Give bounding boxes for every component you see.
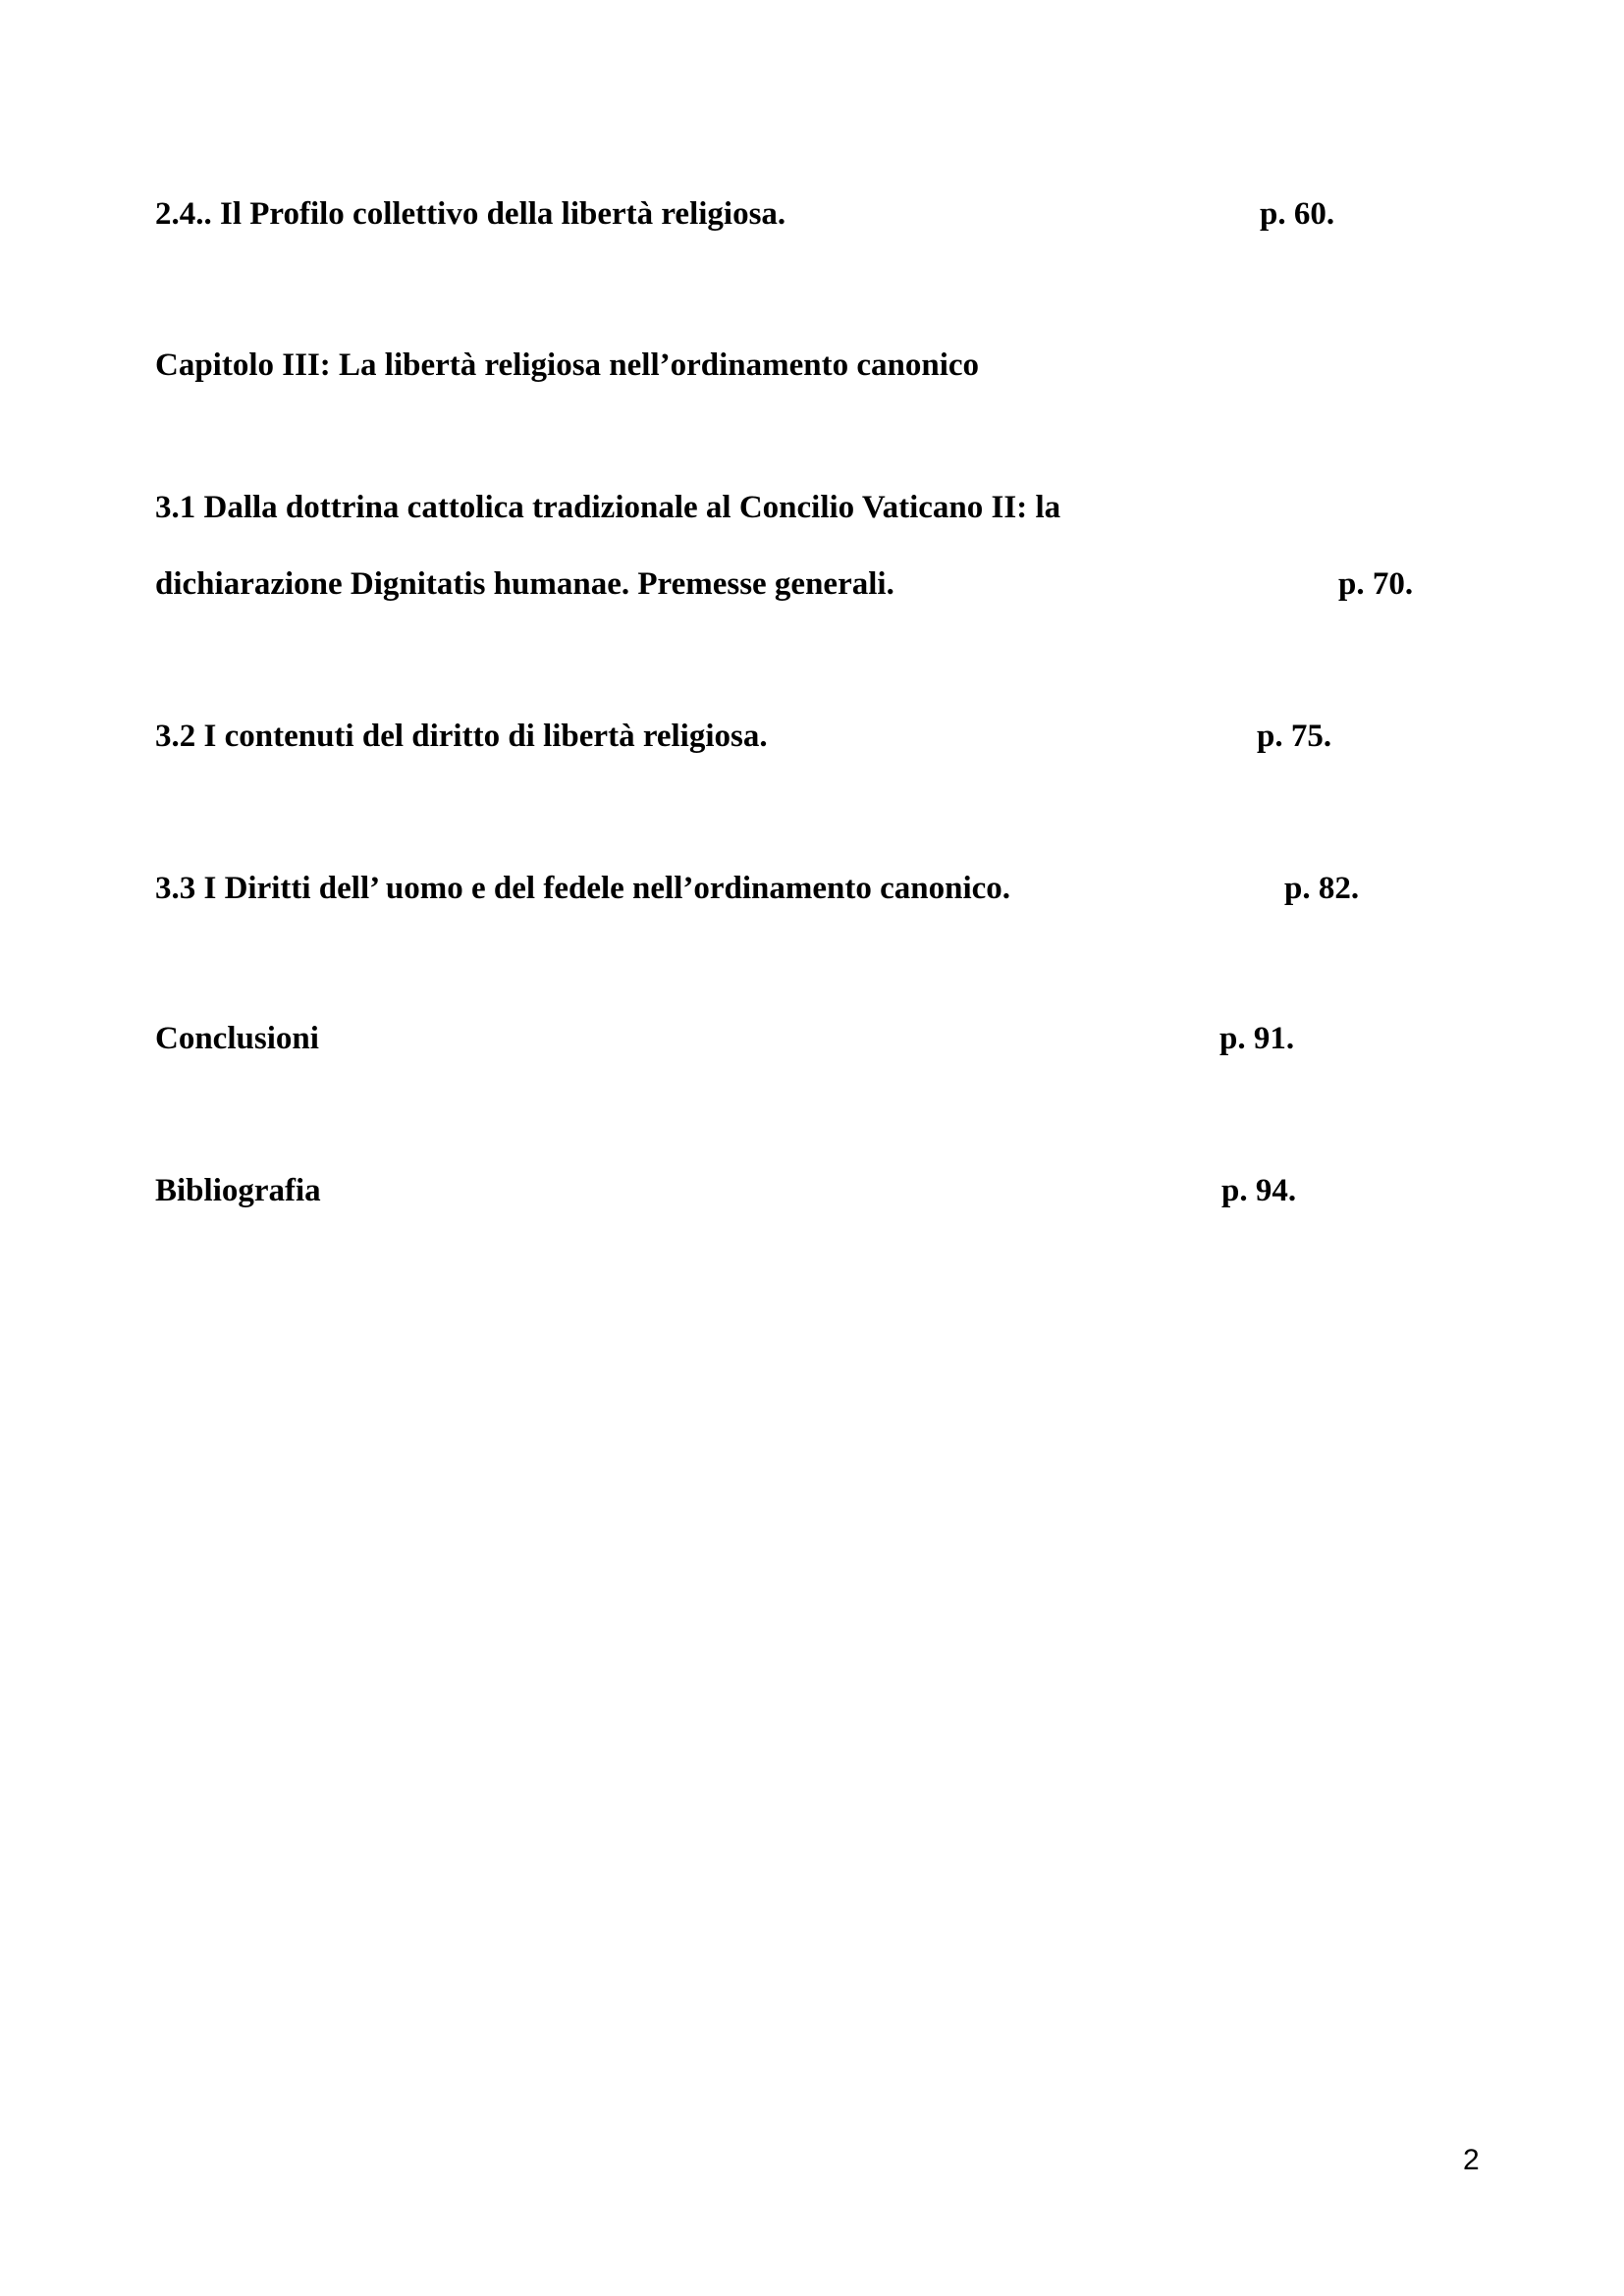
chapter-heading: Capitolo III: La libertà religiosa nell’ordinamento canonico [155, 347, 980, 383]
page-number: 2 [1463, 2144, 1480, 2176]
toc-entry-page: p. 91. [1219, 1021, 1295, 1056]
toc-entry-page: p. 75. [1257, 719, 1332, 754]
toc-entry-page: p. 60. [1260, 196, 1335, 232]
toc-entry-title: Bibliografia [155, 1173, 321, 1208]
toc-entry-page: p. 70. [1338, 566, 1414, 602]
toc-entry-page: p. 94. [1221, 1173, 1297, 1208]
toc-entry-title: 3.3 I Diritti dell’ uomo e del fedele nell’ordinamento canonico. [155, 871, 1011, 906]
toc-entry-title: 2.4.. Il Profilo collettivo della libertà religiosa. [155, 196, 786, 232]
toc-entry-title-continued: dichiarazione Dignitatis humanae. Premesse generali. [155, 566, 894, 602]
toc-entry-title: Conclusioni [155, 1021, 319, 1056]
toc-entry-page: p. 82. [1284, 871, 1360, 906]
toc-entry-title: 3.1 Dalla dottrina cattolica tradizionale al Concilio Vaticano II: la [155, 490, 1061, 525]
toc-entry-title: 3.2 I contenuti del diritto di libertà religiosa. [155, 719, 768, 754]
